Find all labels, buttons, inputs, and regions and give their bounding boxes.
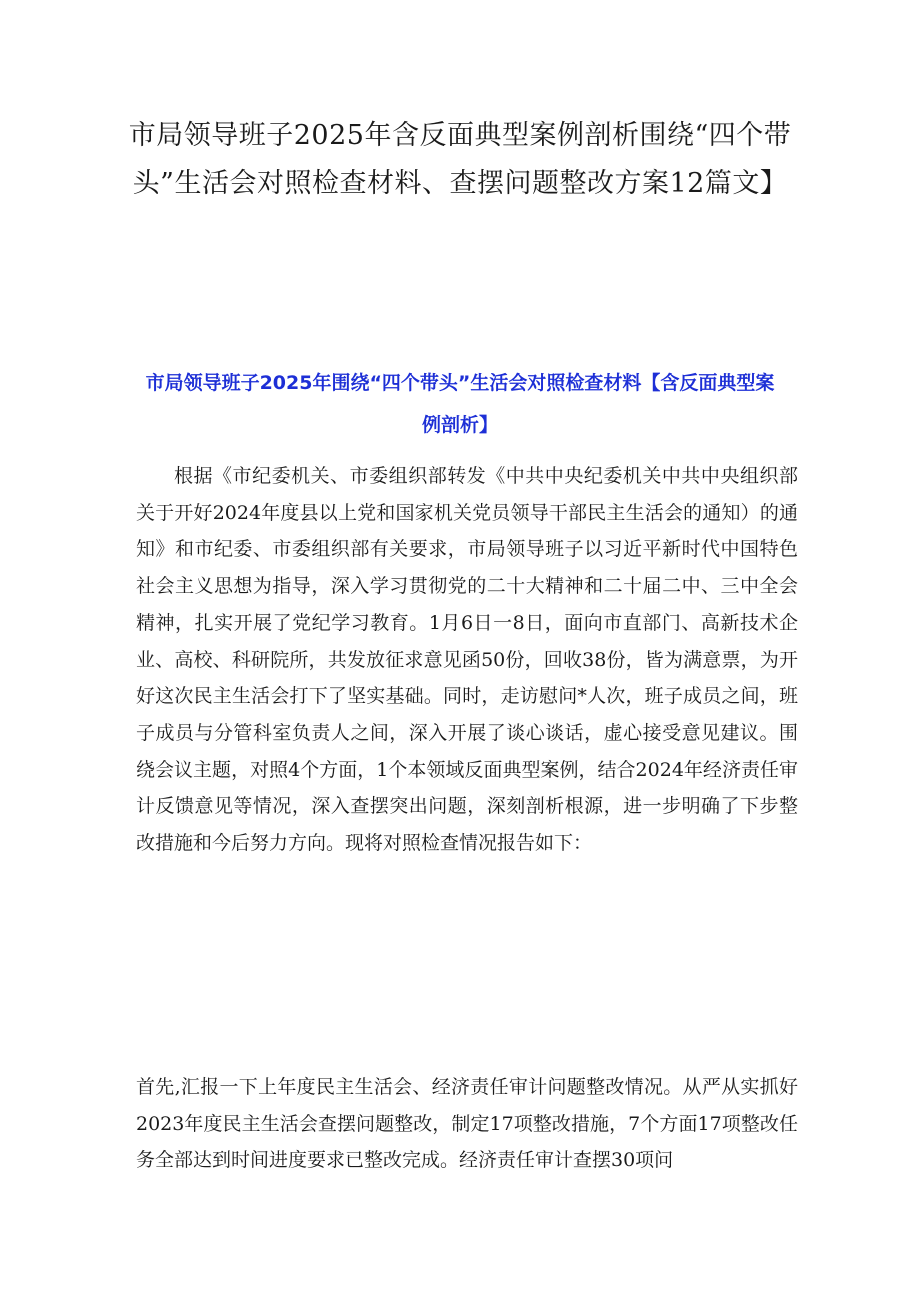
body-paragraph-1: 根据《市纪委机关、市委组织部转发《中共中央纪委机关中共中央组织部关于开好2024年度县以上党和国家机关党员领导干部民主生活会的通知）的通知》和市纪委、市委组织部有关要求，市局领导班子以习近平新时代中国特色社会主义思想为指导，深入学习贯彻党的二十大精神和二十届二中、三中全会精神，扎实开展了党纪学习教育。1月6日一8日，面向市直部门、高新技术企业、高校、科研院所，共发放征求意见函50份，回收38份，皆为满意票，为开好这次民主生活会打下了坚实基础。同时，走访慰问*人次，班子成员之间，班子成员与分管科室负责人之间，深入开展了谈心谈话，虚心接受意见建议。围绕会议主题，对照4个方面，1个本领域反面典型案例，结合2024年经济责任审计反馈意见等情况，深入查摆突出问题，深刻剖析根源，进一步明确了下步整改措施和今后努力方向。现将对照检查情况报告如下： bbox=[136, 465, 798, 855]
document-title: 市局领导班子2025年含反面典型案例剖析围绕“四个带头”生活会对照检查材料、查摆问题整改方案12篇文】 bbox=[128, 120, 792, 199]
body-paragraph-2: 首先,汇报一下上年度民主生活会、经济责任审计问题整改情况。从严从实抓好2023年度民主生活会查摆问题整改，制定17项整改措施，7个方面17项整改任务全部达到时间进度要求已整改完成。经济责任审计查摆30项问 bbox=[136, 1076, 798, 1172]
section-heading: 市局领导班子2025年围绕“四个带头”生活会对照检查材料【含反面典型案例剖析】 bbox=[145, 372, 775, 436]
